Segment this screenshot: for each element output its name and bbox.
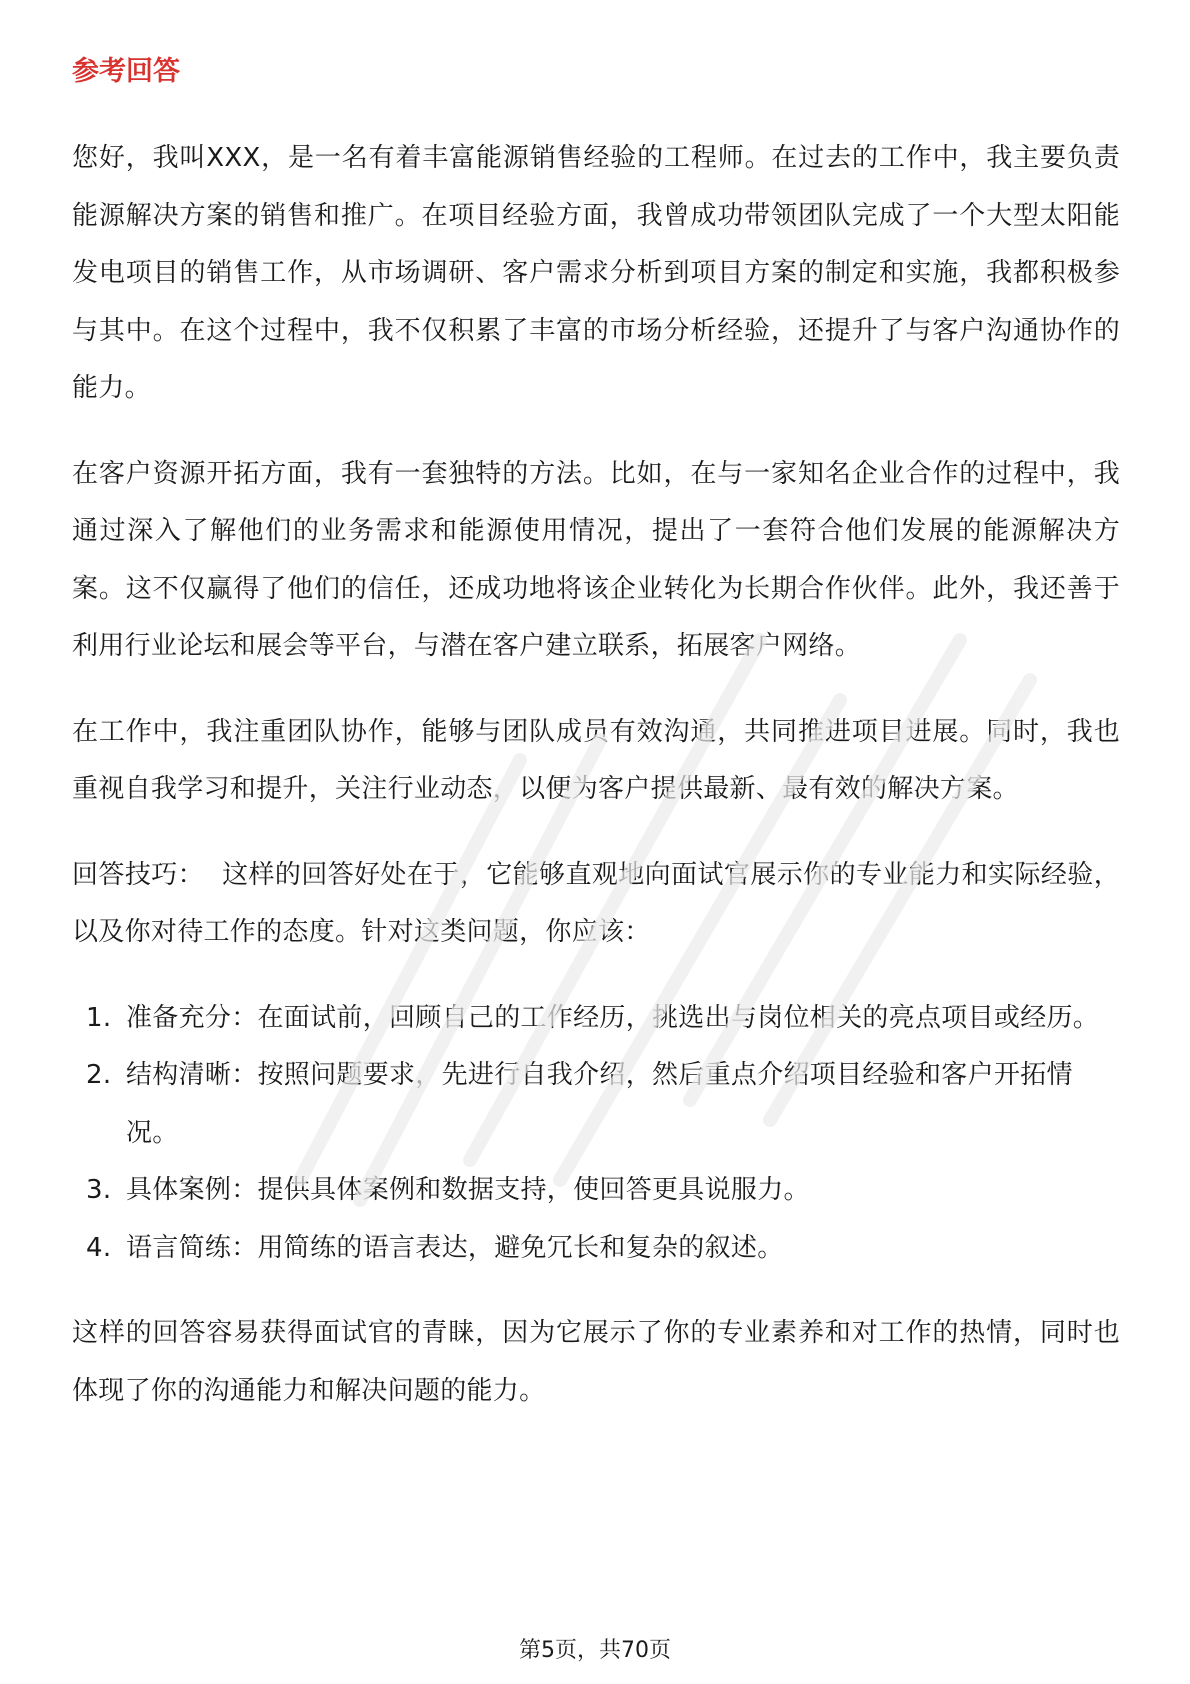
list-item-text: 语言简练：用简练的语言表达，避免冗长和复杂的叙述。 bbox=[126, 1232, 784, 1263]
section-title: 参考回答 bbox=[72, 56, 180, 87]
tips-label: 回答技巧： bbox=[72, 859, 205, 890]
answer-paragraph-1: 您好，我叫XXX，是一名有着丰富能源销售经验的工程师。在过去的工作中，我主要负责能源解决方案的销售和推广。在项目经验方面，我曾成功带领团队完成了一个大型太阳能发电项目的销售工作，从市场调研、客户需求分析到项目方案的制定和实施，我都积极参与其中。在这个过程中，我不仅积累了丰富的市场分析经验，还提升了与客户沟通协作的能力。 bbox=[72, 143, 1120, 403]
list-number: 4. bbox=[86, 1232, 112, 1263]
answer-paragraph-3: 在工作中，我注重团队协作，能够与团队成员有效沟通，共同推进项目进展。同时，我也重视自我学习和提升，关注行业动态，以便为客户提供最新、最有效的解决方案。 bbox=[72, 716, 1120, 804]
list-number: 2. bbox=[86, 1060, 112, 1090]
list-item bbox=[72, 1220, 1120, 1278]
list-number: 1. bbox=[86, 1002, 112, 1033]
tips-text: 这样的回答好处在于，它能够直观地向面试官展示你的专业能力和实际经验，以及你对待工作的态度。针对这类问题，你应该： bbox=[72, 859, 1120, 947]
tips-paragraph bbox=[72, 847, 1120, 962]
list-item bbox=[72, 990, 1120, 1048]
list-item bbox=[72, 1047, 1120, 1162]
list-item-text: 准备充分：在面试前，回顾自己的工作经历，挑选出与岗位相关的亮点项目或经历。 bbox=[126, 1002, 1100, 1033]
list-item-text: 结构清晰：按照问题要求，先进行自我介绍，然后重点介绍项目经验和客户开拓情况。 bbox=[126, 1060, 1073, 1148]
conclusion-paragraph: 这样的回答容易获得面试官的青睐，因为它展示了你的专业素养和对工作的热情，同时也体现了你的沟通能力和解决问题的能力。 bbox=[72, 1318, 1120, 1406]
tips-list bbox=[72, 990, 1120, 1278]
list-item-text: 具体案例：提供具体案例和数据支持，使回答更具说服力。 bbox=[126, 1175, 810, 1205]
list-item bbox=[72, 1162, 1120, 1220]
list-number: 3. bbox=[86, 1175, 112, 1205]
page-footer: 第5页，共70页 bbox=[519, 1638, 671, 1663]
answer-paragraph-2: 在客户资源开拓方面，我有一套独特的方法。比如，在与一家知名企业合作的过程中，我通过深入了解他们的业务需求和能源使用情况，提出了一套符合他们发展的能源解决方案。这不仅赢得了他们的信任，还成功地将该企业转化为长期合作伙伴。此外，我还善于利用行业论坛和展会等平台，与潜在客户建立联系，拓展客户网络。 bbox=[72, 458, 1120, 661]
